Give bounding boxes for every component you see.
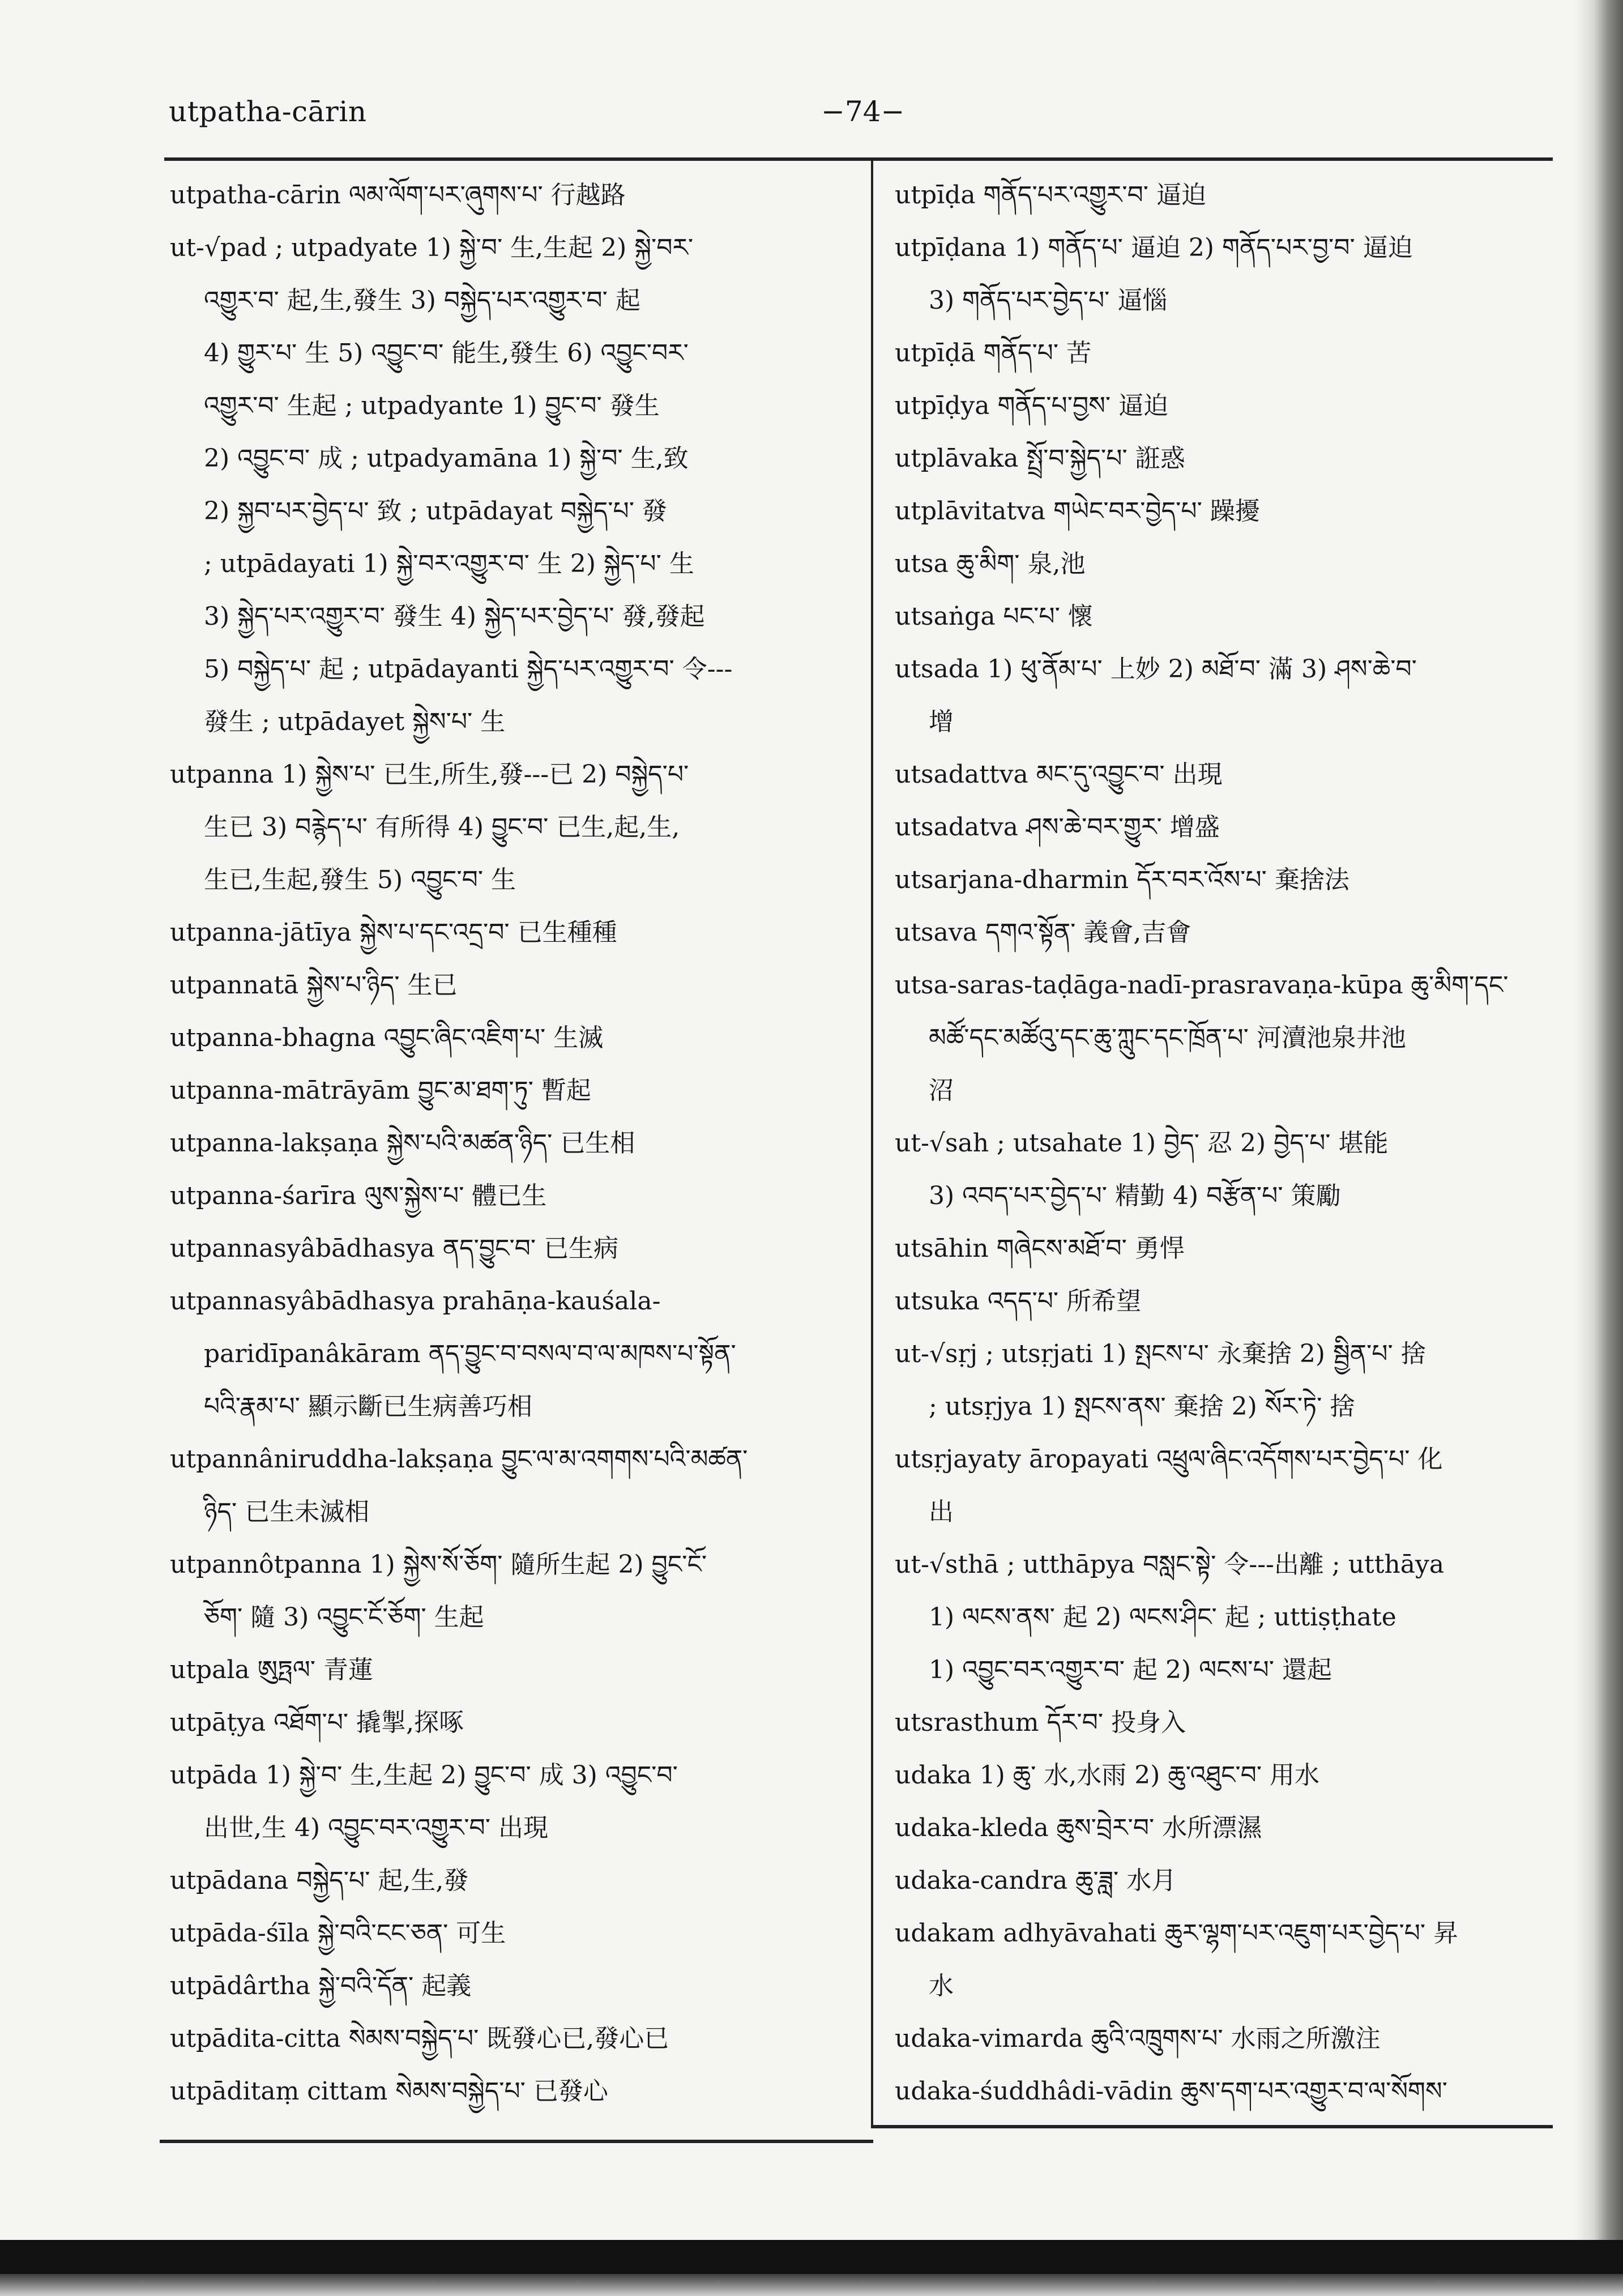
entry-line: udaka-śuddhâdi-vādin ཆུས་དག་པར་འགྱུར་བ་ལ་སོགས་ (895, 2077, 1447, 2106)
running-head: utpatha-cārin (169, 95, 367, 128)
entry-line: འགྱུར་བ་ 生起 ; utpadyante 1) བྱུང་བ་ 發生 (204, 391, 660, 420)
entry-line: 沼 (929, 1076, 954, 1105)
entry-line: 3) སྐྱེད་པར་འགྱུར་བ་ 發生 4) སྐྱེད་པར་བྱེད་པ་ 發,發起 (204, 602, 705, 631)
entry-line: utsava དགའ་སྟོན་ 義會,吉會 (895, 918, 1191, 947)
entry-line: utsrasthum དོར་བ་ 投身入 (895, 1708, 1186, 1737)
entry-line: utplāvitatva གཡེང་བར་བྱེད་པ་ 躁擾 (895, 497, 1260, 526)
entry-line: utpādana བསྐྱེད་པ་ 起,生,發 (170, 1866, 469, 1895)
entry-line: utpīḍā གནོད་པ་ 苦 (895, 339, 1092, 368)
entry-line: 5) བསྐྱེད་པ་ 起 ; utpādayanti སྐྱེད་པར་འགྱུར་བ་ 令--- (204, 655, 733, 684)
entry-line: ut-√sthā ; utthāpya བསླང་སྟེ་ 令---出離 ; utthāya (895, 1550, 1445, 1579)
entry-line: ut-√pad ; utpadyate 1) སྐྱེ་བ་ 生,生起 2) སྐྱེ་བར་ (170, 233, 694, 262)
entry-line: ; utpādayati 1) སྐྱེ་བར་འགྱུར་བ་ 生 2) སྐྱེད་པ་ 生 (204, 549, 694, 578)
entry-line: utpīḍana 1) གནོད་པ་ 逼迫 2) གནོད་པར་བྱ་བ་ 逼迫 (895, 233, 1413, 262)
entry-line: utpāditaṃ cittam སེམས་བསྐྱེད་པ་ 已發心 (170, 2077, 608, 2106)
entry-line: utpatha-cārin ལམ་ལོག་པར་ཞུགས་པ་ 行越路 (170, 181, 626, 210)
top-rule (164, 157, 1553, 161)
entry-line: udaka-candra ཆུ་ཟླ་ 水月 (895, 1866, 1177, 1895)
entry-line: མཚོ་དང་མཚོའུ་དང་ཆུ་ཀླུང་དང་ཁྲོན་པ་ 河瀆池泉井池 (929, 1023, 1406, 1052)
bottom-rule (160, 2140, 873, 2143)
entry-line: utpāṭya འཐོག་པ་ 撬掣,探啄 (170, 1708, 464, 1737)
page-edge-shadow (1574, 0, 1623, 2296)
entry-line: utpāda-śīla སྐྱེ་བའི་ངང་ཅན་ 可生 (170, 1919, 506, 1948)
entry-line: 3) གནོད་པར་བྱེད་པ་ 逼惱 (929, 286, 1168, 315)
entry-line: utpanna 1) སྐྱེས་པ་ 已生,所生,發---已 2) བསྐྱེད་པ་ (170, 760, 689, 789)
entry-line: པའི་རྣམ་པ་ 顯示斷已生病善巧相 (204, 1392, 532, 1421)
entry-line: utsaṅga པང་པ་ 懷 (895, 602, 1093, 631)
entry-line: 水 (929, 1971, 954, 2000)
entry-line: udaka 1) ཆུ་ 水,水雨 2) ཆུ་འཐུང་བ་ 用水 (895, 1761, 1320, 1790)
entry-line: utpannasyâbādhasya ནད་བྱུང་བ་ 已生病 (170, 1234, 619, 1263)
entry-line: ཅོག་ 隨 3) འབྱུང་ངོ་ཅོག་ 生起 (204, 1603, 484, 1632)
entry-line: utpāda 1) སྐྱེ་བ་ 生,生起 2) བྱུང་བ་ 成 3) འབྱུང་བ་ (170, 1761, 678, 1790)
entry-line: paridīpanâkāram ནད་བྱུང་བ་བསལ་བ་ལ་མཁས་པ་སྟོན་ (204, 1339, 736, 1368)
entry-line: འགྱུར་བ་ 起,生,發生 3) བསྐྱེད་པར་འགྱུར་བ་ 起 (204, 286, 640, 315)
entry-line: utpanna-śarīra ལུས་སྐྱེས་པ་ 體已生 (170, 1181, 547, 1210)
right-column (895, 169, 1563, 2118)
entry-line: 增 (929, 707, 954, 736)
scan-bottom-edge (0, 2240, 1623, 2274)
bottom-rule-right (872, 2125, 1553, 2128)
entry-line: utpādita-citta སེམས་བསྐྱེད་པ་ 既發心已,發心已 (170, 2024, 669, 2053)
entry-line: utsāhin གཞེངས་མཐོ་བ་ 勇悍 (895, 1234, 1185, 1263)
entry-line: 1) ལངས་ནས་ 起 2) ལངས་ཤིང་ 起 ; uttiṣṭhate (929, 1603, 1396, 1632)
entry-line: udakam adhyāvahati ཆུར་ལྷག་པར་འཇུག་པར་བྱེད་པ་ 昇 (895, 1919, 1459, 1948)
entry-line: udaka-kleda ཆུས་བྲེར་བ་ 水所漂濕 (895, 1813, 1262, 1842)
entry-line: utpannatā སྐྱེས་པ་ཉིད་ 生已 (170, 971, 458, 1000)
entry-line: utpādârtha སྐྱེ་བའི་དོན་ 起義 (170, 1971, 472, 2000)
entry-line: 出 (929, 1497, 954, 1526)
scan-bottom-fade (0, 2274, 1623, 2296)
entry-line: utpanna-lakṣaṇa སྐྱེས་པའི་མཚན་ཉིད་ 已生相 (170, 1129, 635, 1158)
entry-line: utpannâniruddha-lakṣaṇa བྱུང་ལ་མ་འགགས་པའི་མཚན་ (170, 1445, 748, 1474)
entry-line: utsadattva མང་དུ་འབྱུང་བ་ 出現 (895, 760, 1223, 789)
entry-line: ; utsṛjya 1) སྤངས་ནས་ 棄捨 2) སོར་ཏེ་ 捨 (929, 1392, 1355, 1421)
left-column (170, 169, 849, 2118)
entry-line: utpīḍa གནོད་པར་འགྱུར་བ་ 逼迫 (895, 181, 1206, 210)
entry-line: ut-√sah ; utsahate 1) བྱེད་ 忍 2) བྱེད་པ་ 堪能 (895, 1129, 1389, 1158)
entry-line: utpannôtpanna 1) སྐྱེས་སོ་ཅོག་ 隨所生起 2) བྱུང་ངོ་ (170, 1550, 707, 1579)
entry-line: utpanna-jātīya སྐྱེས་པ་དང་འདྲ་བ་ 已生種種 (170, 918, 617, 947)
entry-line: 1) འབྱུང་བར་འགྱུར་བ་ 起 2) ལངས་པ་ 還起 (929, 1655, 1332, 1684)
entry-line: ut-√sṛj ; utsṛjati 1) སྤངས་པ་ 永棄捨 2) སྦྱིན་པ་ 捨 (895, 1339, 1426, 1368)
entry-line: utpannasyâbādhasya prahāṇa-kauśala- (170, 1287, 661, 1316)
entry-line: utsa ཆུ་མིག་ 泉,池 (895, 549, 1086, 578)
entry-line: utplāvaka སྤྲོ་བ་སྐྱེད་པ་ 誑惑 (895, 444, 1185, 473)
entry-line: 生已,生起,發生 5) འབྱུང་བ་ 生 (204, 865, 516, 894)
entry-line: 2) སྐྱབ་པར་བྱེད་པ་ 致 ; utpādayat བསྐྱེད་པ་ 發 (204, 497, 667, 526)
entry-line: 2) འབྱུང་བ་ 成 ; utpadyamāna 1) སྐྱེ་བ་ 生,致 (204, 444, 689, 473)
entry-line: 發生 ; utpādayet སྐྱེས་པ་ 生 (204, 707, 506, 736)
entry-line: utpīḍya གནོད་པ་བྱས་ 逼迫 (895, 391, 1169, 420)
entry-line: udaka-vimarda ཆུའི་འཁྲུགས་པ་ 水雨之所激注 (895, 2024, 1381, 2053)
entry-line: 生已 3) བརྙེད་པ་ 有所得 4) བྱུང་བ་ 已生,起,生, (204, 813, 680, 842)
entry-line: utpala ཨུཏྤལ་ 青蓮 (170, 1655, 373, 1684)
entry-line: utsa-saras-taḍāga-nadī-prasravaṇa-kūpa ཆུ་མིག་དང་ (895, 971, 1509, 1000)
entry-line: ཉིད་ 已生未滅相 (204, 1497, 370, 1526)
entry-line: 3) འབད་པར་བྱེད་པ་ 精勤 4) བརྩོན་པ་ 策勵 (929, 1181, 1341, 1210)
page-number: −74− (821, 95, 905, 128)
entry-line: utsuka འདད་པ་ 所希望 (895, 1287, 1142, 1316)
entry-line: 出世,生 4) འབྱུང་བར་འགྱུར་བ་ 出現 (204, 1813, 548, 1842)
entry-line: utsadatva ཤས་ཆེ་བར་གྱུར་ 增盛 (895, 813, 1220, 842)
entry-line: utsarjana-dharmin དོར་བར་འོས་པ་ 棄捨法 (895, 865, 1349, 894)
entry-line: utsṛjayaty āropayati འཕྲུལ་ཞིང་འདོགས་པར་བྱེད་པ་ 化 (895, 1445, 1443, 1474)
entry-line: utpanna-bhagna འབྱུང་ཞིང་འཇིག་པ་ 生滅 (170, 1023, 604, 1052)
entry-line: utpanna-mātrāyām བྱུང་མ་ཐག་ཏུ་ 暫起 (170, 1076, 591, 1105)
entry-line: utsada 1) ཕུ་ནོམ་པ་ 上妙 2) མཐོ་བ་ 滿 3) ཤས་ཆེ་བ་ (895, 655, 1417, 684)
entry-line: 4) གྱུར་པ་ 生 5) འབྱུང་བ་ 能生,發生 6) འབྱུང་བར་ (204, 339, 689, 368)
column-divider (871, 161, 873, 2128)
